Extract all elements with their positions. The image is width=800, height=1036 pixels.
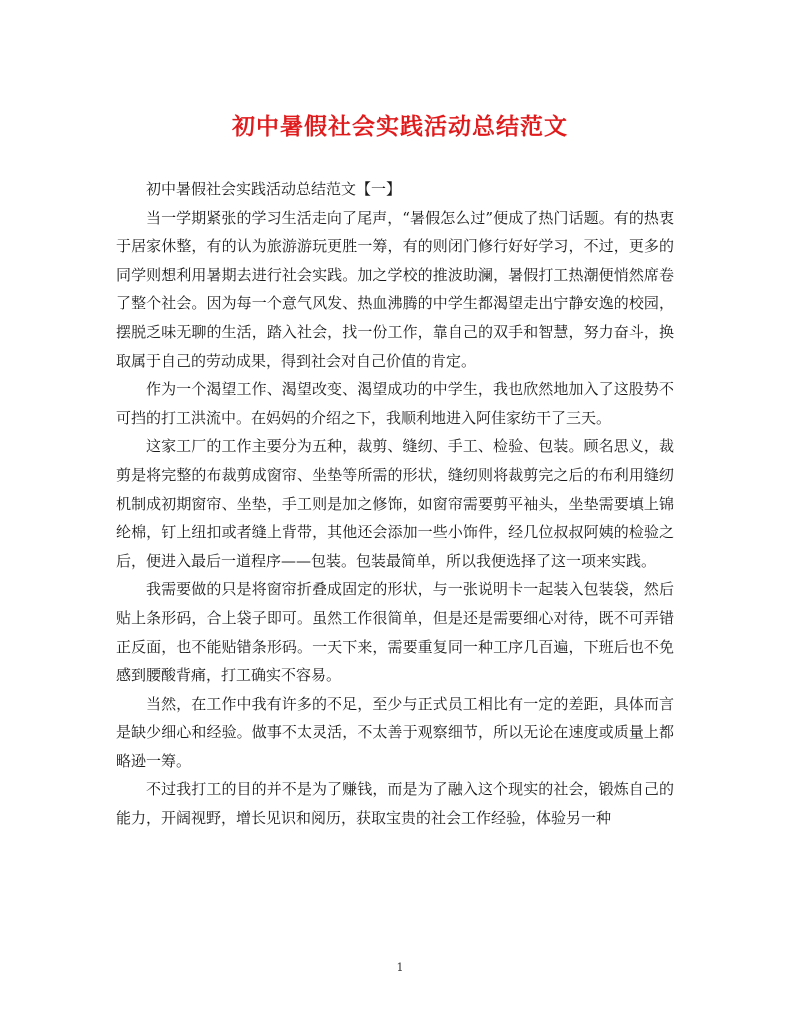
paragraph: 当然，在工作中我有许多的不足，至少与正式员工相比有一定的差距，具体而言是缺少细心和经验。做事不太灵活，不太善于观察细节，所以无论在速度或质量上都略逊一筹。 [116, 694, 674, 770]
paragraph: 我需要做的只是将窗帘折叠成固定的形状，与一张说明卡一起装入包装袋，然后贴上条形码，合上袋子即可。虽然工作很简单，但是还是需要细心对待，既不可弄错正反面，也不能贴错条形码。一天下来，需要重复同一种工序几百遍，下班后也不免感到腰酸背痛，打工确实不容易。 [116, 580, 674, 685]
document-title: 初中暑假社会实践活动总结范文 [232, 113, 568, 140]
document-body [116, 175, 674, 833]
paragraph-heading: 初中暑假社会实践活动总结范文【一】 [146, 180, 402, 198]
paragraph: 当一学期紧张的学习生活走向了尾声，“暑假怎么过”便成了热门话题。有的热衷于居家休整，有的认为旅游游玩更胜一筹，有的则闭门修行好好学习，不过，更多的同学则想利用暑期去进行社会实践。加之学校的推波助澜，暑假打工热潮便悄然席卷了整个社会。因为每一个意气风发、热血沸腾的中学生都渴望走出宁静安逸的校园，摆脱乏味无聊的生活，踏入社会，找一份工作，靠自己的双手和智慧，努力奋斗，换取属于自己的劳动成果，得到社会对自己价值的肯定。 [116, 208, 674, 370]
page-number: 1 [396, 961, 404, 974]
paragraph: 不过我打工的目的并不是为了赚钱，而是为了融入这个现实的社会，锻炼自己的能力，开阔视野，增长见识和阅历，获取宝贵的社会工作经验，体验另一种 [116, 780, 674, 828]
paragraph: 这家工厂的工作主要分为五种，裁剪、缝纫、手工、检验、包装。顾名思义，裁剪是将完整的布裁剪成窗帘、坐垫等所需的形状，缝纫则将裁剪完之后的布利用缝纫机制成初期窗帘、坐垫，手工则是加之修饰，如窗帘需要剪平袖头，坐垫需要填上锦纶棉，钉上纽扣或者缝上背带，其他还会添加一些小饰件，经几位叔叔阿姨的检验之后，便进入最后一道程序——包装。包装最简单，所以我便选择了这一项来实践。 [116, 437, 674, 570]
paragraph: 作为一个渴望工作、渴望改变、渴望成功的中学生，我也欣然地加入了这股势不可挡的打工洪流中。在妈妈的介绍之下，我顺利地进入阿佳家纺干了三天。 [116, 380, 674, 427]
